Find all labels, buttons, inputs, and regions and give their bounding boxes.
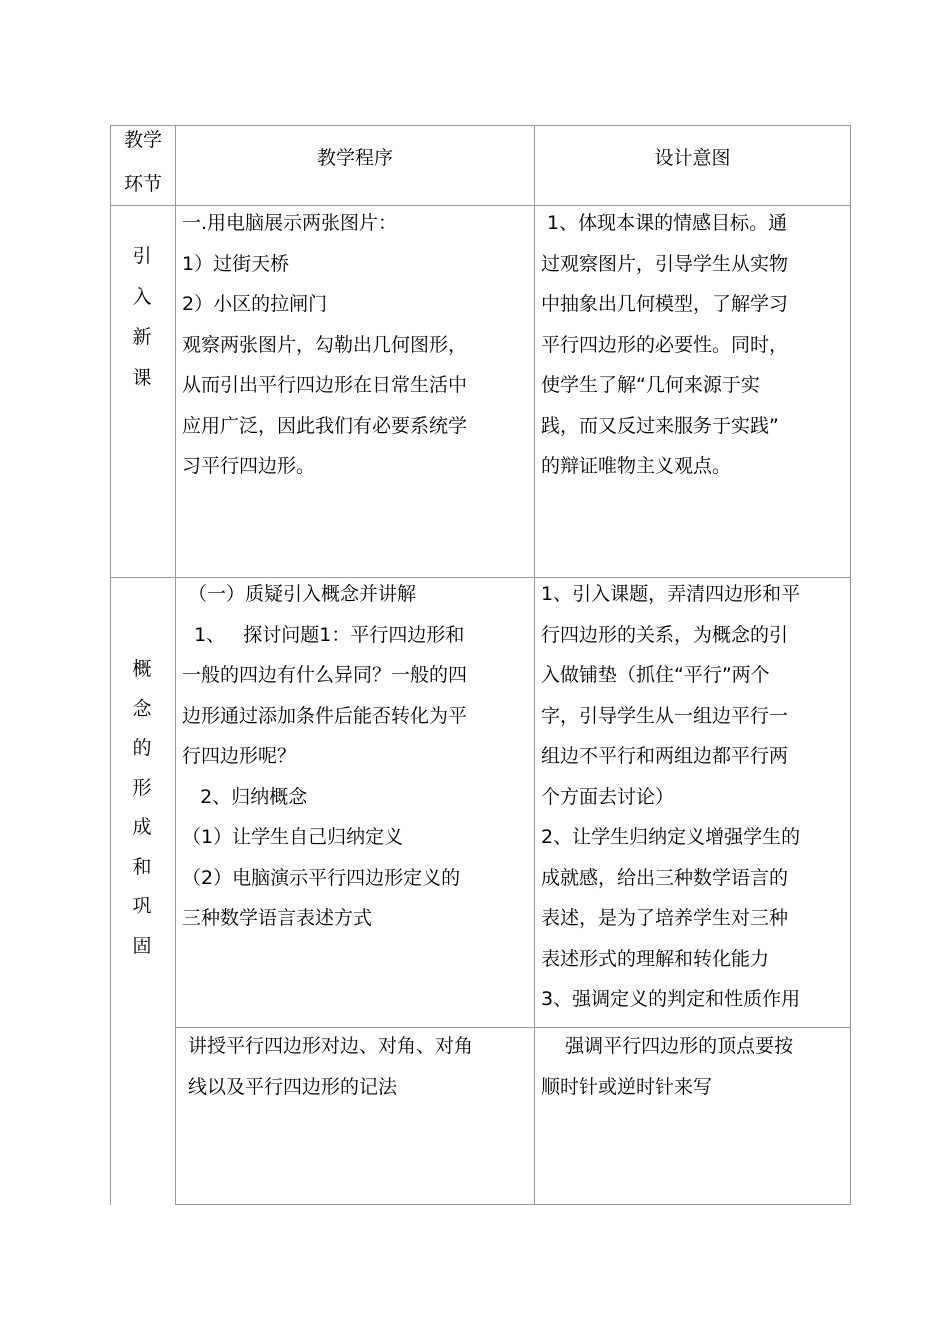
procedure-line: 一般的四边有什么异同？一般的四 [182,664,468,686]
procedure-line: 行四边形呢？ [182,745,297,767]
procedure-line: 一.用电脑展示两张图片： [182,212,398,234]
intent-line: 顺时针或逆时针来写 [541,1075,713,1098]
intent-line: 成就感，给出三种数学语言的 [541,866,789,889]
intent-line: 强调平行四边形的顶点要按 [541,1035,794,1057]
row1-stage-char: 引 [132,245,152,267]
header-intent: 设计意图 [654,147,731,169]
intent-line: 中抽象出几何模型，了解学习 [541,293,789,315]
row3-intent [541,1026,793,1107]
procedure-line: 1）过街天桥 [182,252,290,275]
procedure-line: 讲授平行四边形对边、对角、对角 [182,1035,474,1057]
row1-stage-label [112,236,172,398]
intent-line: 平行四边形的必要性。同时， [541,333,789,356]
row2-intent [541,574,800,1020]
procedure-line: 2）小区的拉闸门 [182,293,328,315]
intent-line: 表述，是为了培养学生对三种 [541,907,789,929]
procedure-line: 1、 探讨问题1：平行四边形和 [182,623,465,646]
procedure-line: 三种数学语言表述方式 [182,907,373,929]
intent-line: 过观察图片，引导学生从实物 [541,252,789,275]
row1-procedure [182,203,467,487]
row2-stage-char: 形 [132,776,152,799]
header-procedure: 教学程序 [316,147,393,169]
intent-line: 使学生了解“几何来源于实 [541,374,760,396]
row2-stage-char: 的 [132,737,152,759]
procedure-line: 从而引出平行四边形在日常生活中 [182,374,468,396]
procedure-line: （1）让学生自己归纳定义 [182,826,404,848]
intent-line: 组边不平行和两组边都平行两 [541,745,789,767]
row2-stage-char: 成 [132,816,152,838]
header-stage-line2: 环节 [123,173,162,195]
table-left-border [110,125,111,1205]
row1-stage-char: 新 [132,326,152,348]
row2-stage-char: 念 [132,697,152,720]
row2-stage-label [112,650,172,966]
procedure-column-divider [534,125,535,1205]
table-right-border [850,125,851,1205]
row1-stage-char: 课 [132,366,152,389]
intent-line: 个方面去讨论） [541,785,675,808]
row2-stage-char: 概 [132,658,152,680]
table-bottom-border [175,1204,851,1205]
intent-line: 表述形式的理解和转化能力 [541,947,770,970]
row2-stage-char: 巩 [132,895,152,917]
intent-line: 践，而又反过来服务于实践” [541,414,779,437]
table-top-border [110,125,851,126]
intent-line: 1、体现本课的情感目标。通 [541,212,788,234]
intent-line: 3、强调定义的判定和性质作用 [541,988,801,1010]
procedure-line: （一）质疑引入概念并讲解 [182,583,417,605]
procedure-line: （2）电脑演示平行四边形定义的 [182,866,461,889]
intent-line: 的辩证唯物主义观点。 [541,455,732,477]
row1-stage-char: 入 [132,285,152,308]
stage-column-divider [175,125,176,1205]
procedure-line: 线以及平行四边形的记法 [182,1075,398,1098]
row1-intent [541,203,788,487]
header-stage-line1: 教学 [123,129,162,151]
procedure-line: 习平行四边形。 [182,455,316,477]
intent-line: 1、引入课题，弄清四边形和平 [541,583,801,605]
intent-line: 入做铺垫（抓住“平行”两个 [541,664,770,686]
intent-line: 2、让学生归纳定义增强学生的 [541,826,801,848]
row3-procedure [182,1026,473,1107]
procedure-line: 观察两张图片，勾勒出几何图形， [182,333,468,356]
intent-line: 行四边形的关系，为概念的引 [541,623,789,646]
intent-line: 字，引导学生从一组边平行一 [541,704,789,727]
procedure-line: 2、归纳概念 [182,785,308,808]
procedure-line: 边形通过添加条件后能否转化为平 [182,704,468,727]
row2-stage-char: 固 [132,934,152,957]
header-stage [111,126,175,196]
row2-stage-char: 和 [132,855,152,878]
procedure-line: 应用广泛，因此我们有必要系统学 [182,414,468,437]
row2-procedure [182,574,467,939]
